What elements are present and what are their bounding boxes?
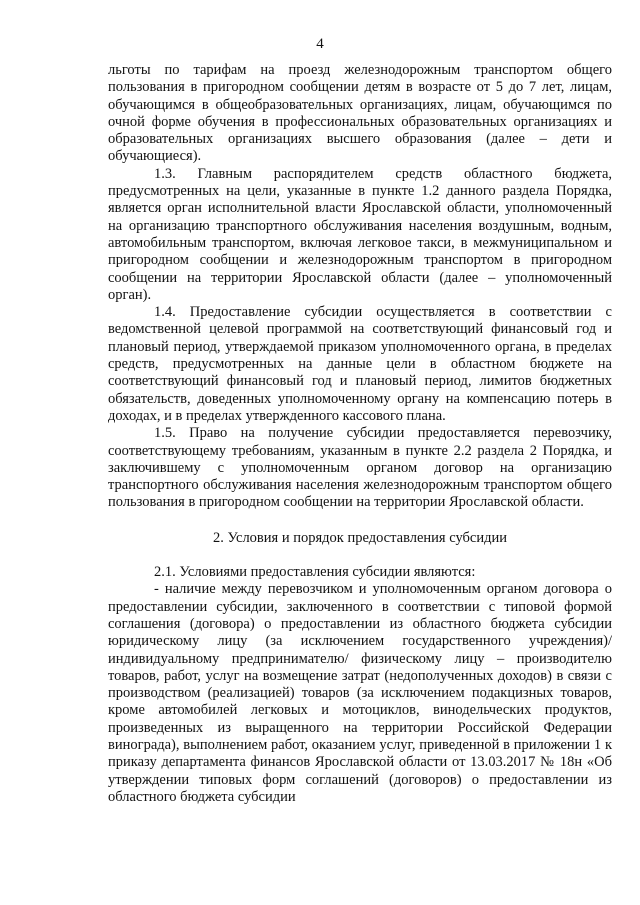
- paragraph-1-4: 1.4. Предоставление субсидии осуществляется в соответствии с ведомственной целевой программой на соответствующий финансовый год и плановый период, утверждаемой приказом уполномоченного органа, в пределах средств, предусмотренных на данные цели в областном бюджете на соответствующий финансовый год и плановый период, лимитов бюджетных обязательств, доведенных уполномоченному органу на компенсацию потерь в доходах, и в пределах утвержденного кассового плана.: [108, 304, 612, 424]
- paragraph-1-5: 1.5. Право на получение субсидии предоставляется перевозчику, соответствующему требованиям, указанным в пункте 2.2 раздела 2 Порядка, и заключившему с уполномоченным органом договор на организацию транспортного обслуживания населения железнодорожным транспортом общего пользования в пригородном сообщении на территории Ярославской области.: [108, 425, 612, 511]
- paragraph-continuation: льготы по тарифам на проезд железнодорожным транспортом общего пользования в пригородном сообщении детям в возрасте от 5 до 7 лет, лицам, обучающимся в общеобразовательных организациях, лицам, обучающимся по очной форме обучения в профессиональных образовательных организациях и образовательных организациях высшего образования (далее – дети и обучающиеся).: [108, 62, 612, 165]
- paragraph-1-3: 1.3. Главным распорядителем средств областного бюджета, предусмотренных на цели, указанные в пункте 1.2 данного раздела Порядка, является орган исполнительной власти Ярославской области, уполномоченный на организацию транспортного обслуживания населения воздушным, водным, автомобильным транспортом, включая легковое такси, в межмуниципальном и пригородном сообщении и железнодорожным транспортом в пригородном сообщении на территории Ярославской области (далее – уполномоченный орган).: [108, 165, 612, 303]
- page-number: 4: [316, 36, 324, 52]
- section-heading-2: 2. Условия и порядок предоставления субсидии: [212, 529, 507, 546]
- paragraph-2-1-condition: - наличие между перевозчиком и уполномоченным органом договора о предоставлении субсидии, заключенного в соответствии с типовой формой соглашения (договора) о предоставлении из областного бюджета субсидии юридическому лицу (за исключением государственного учреждения)/ индивидуальному предпринимателю/ физическому лицу – производителю товаров, работ, услуг на возмещение затрат (недополученных доходов) в связи с производством (реализацией) товаров (за исключением подакцизных товаров, кроме автомобилей легковых и мотоциклов, винодельческих продуктов, произведенных из выращенного на территории Российской Федерации винограда), выполнением работ, оказанием услуг, приведенной в приложении 1 к приказу департамента финансов Ярославской области от 13.03.2017 № 18н «Об утверждении типовых форм соглашений (договоров) о предоставлении из областного бюджета субсидии: [108, 581, 612, 805]
- document-body: [108, 62, 612, 806]
- paragraph-2-1: 2.1. Условиями предоставления субсидии являются:: [154, 564, 476, 581]
